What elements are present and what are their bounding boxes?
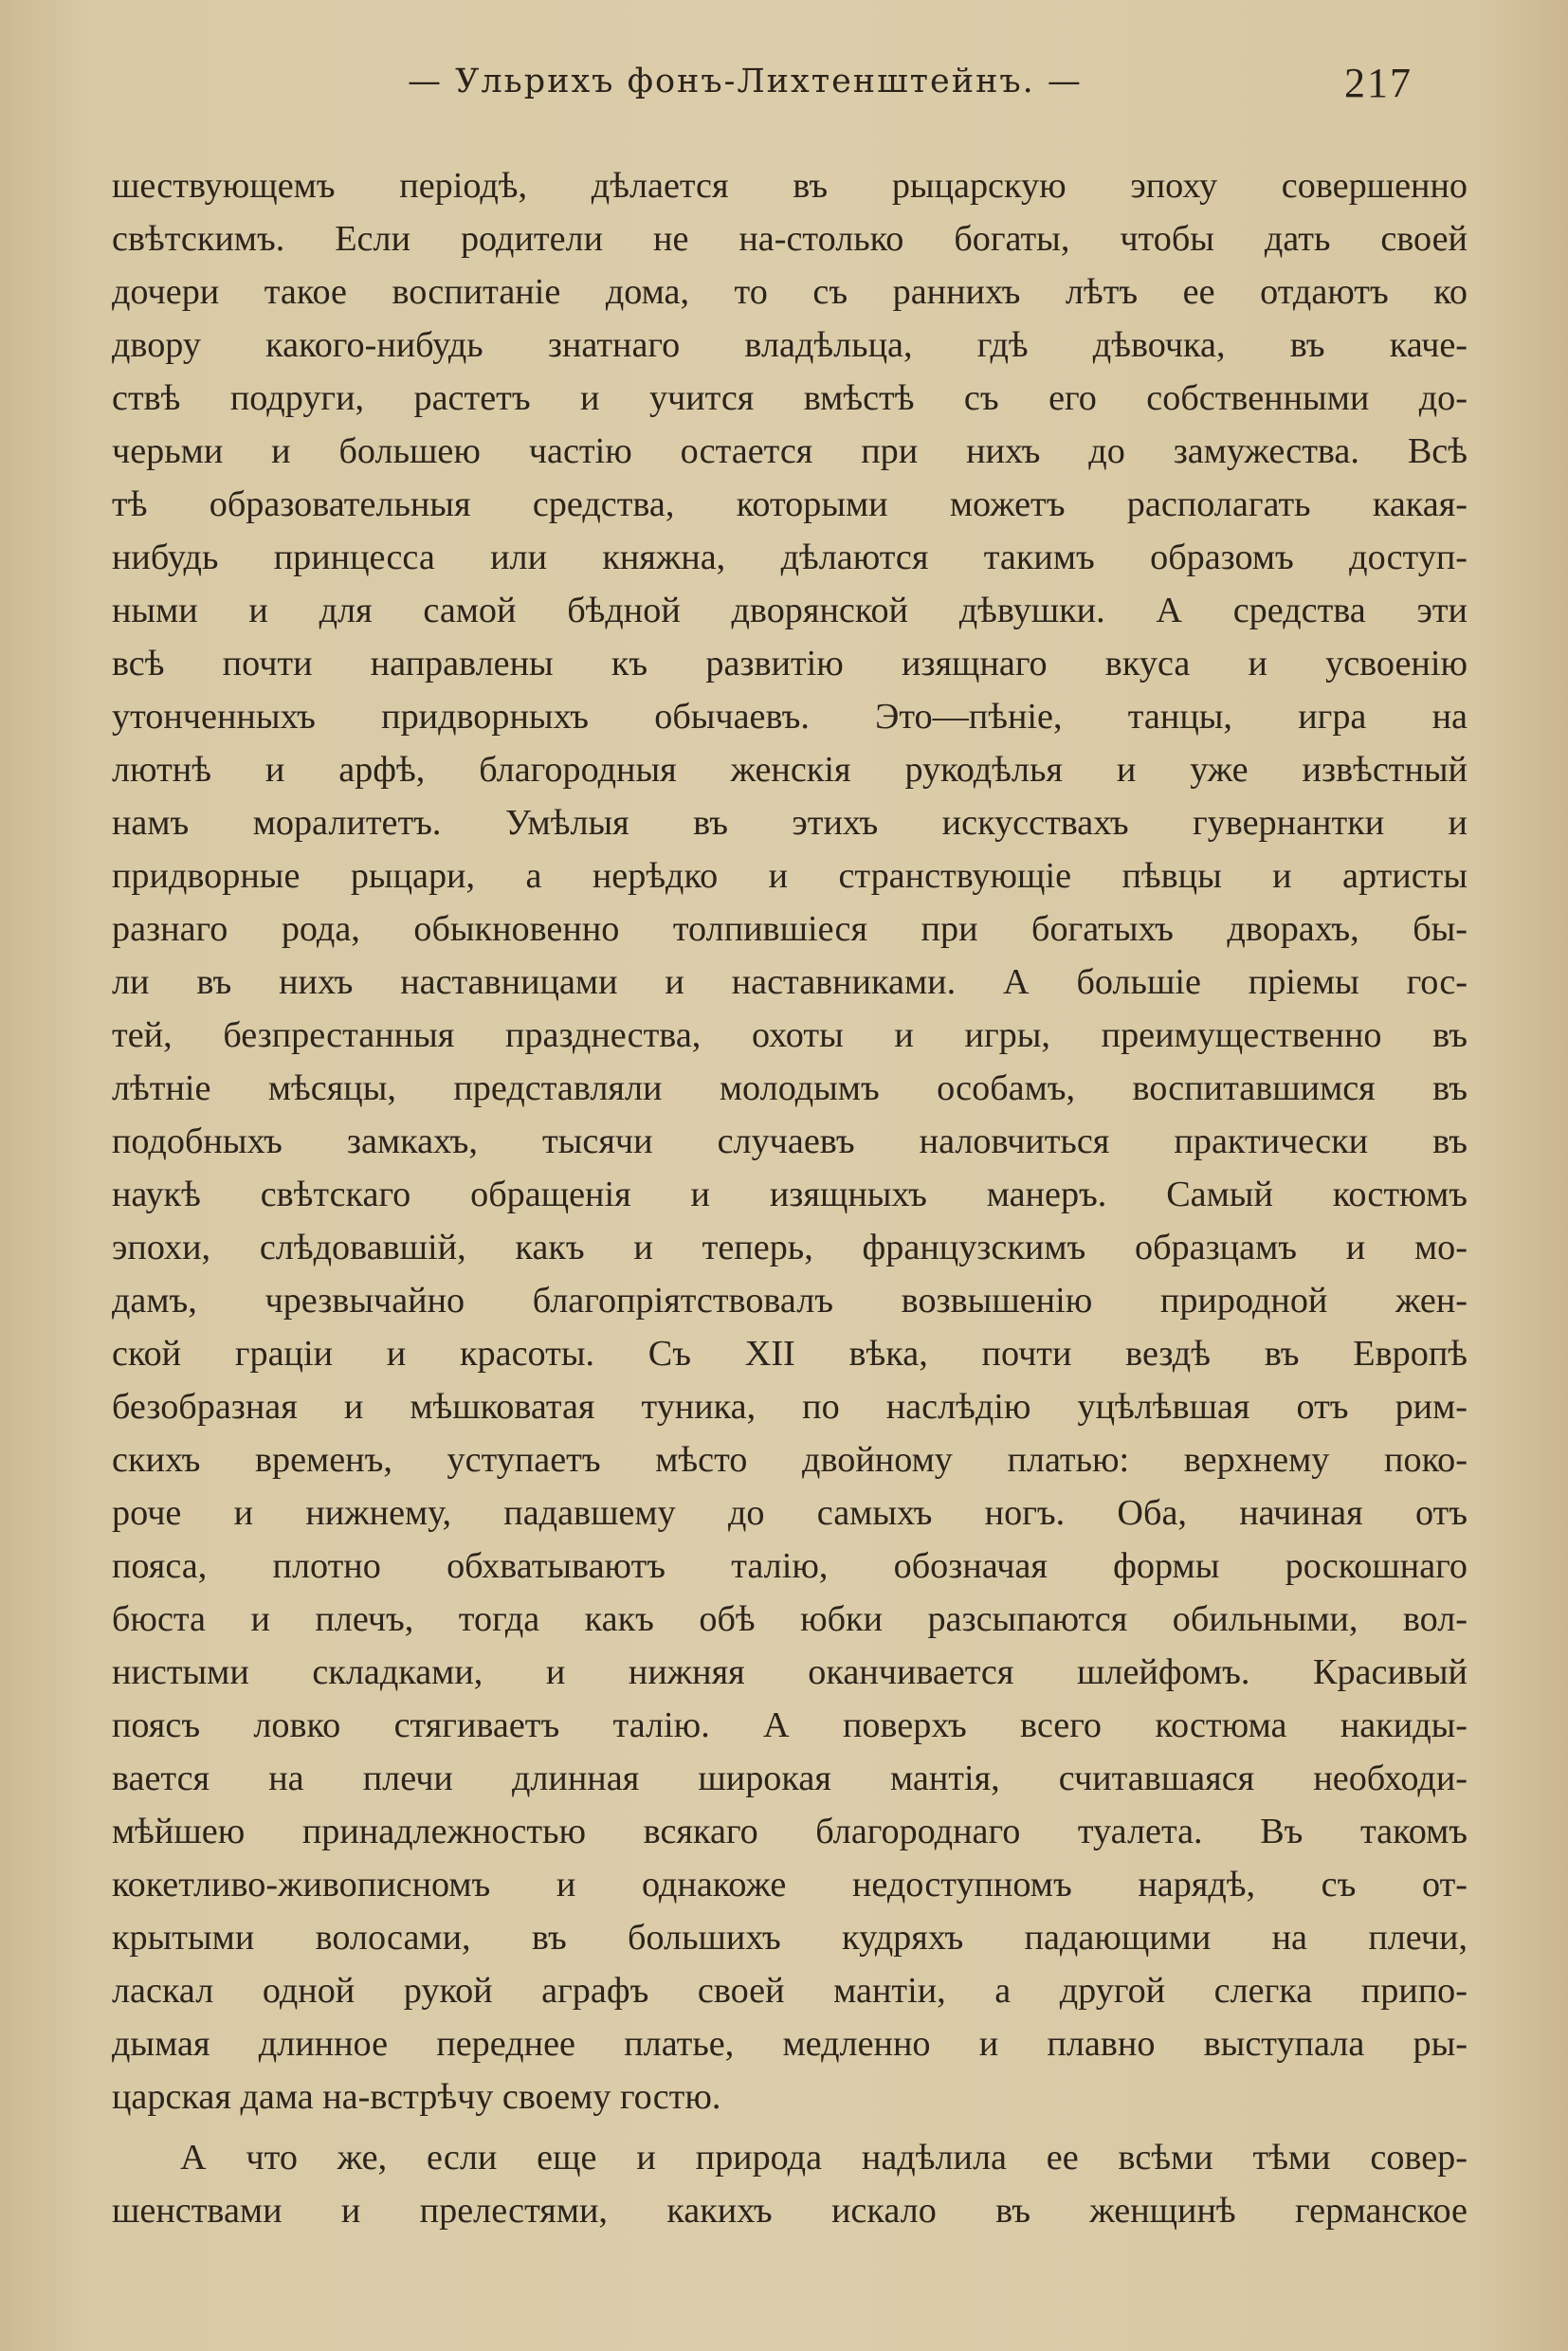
text-line: поясъ ловко стягиваетъ талію. А поверхъ всего костюма накиды- [112,1705,1468,1745]
text-line: кокетливо-живописномъ и однакоже недоступномъ нарядѣ, съ от- [112,1865,1468,1904]
text-line: придворные рыцари, а нерѣдко и странствующіе пѣвцы и артисты [112,856,1468,896]
text-line: лютнѣ и арфѣ, благородныя женскія рукодѣлья и уже извѣстный [112,750,1468,790]
text-line: двору какого-нибудь знатнаго владѣльца, гдѣ дѣвочка, въ каче- [112,325,1468,365]
text-line: ской граціи и красоты. Съ XII вѣка, почти вездѣ въ Европѣ [112,1334,1468,1374]
text-line: вается на плечи длинная широкая мантія, считавшаяся необходи- [112,1759,1468,1798]
text-line: тѣ образовательныя средства, которыми можетъ располагать какая- [112,484,1468,524]
text-line: всѣ почти направлены къ развитію изящнаго вкуса и усвоенію [112,644,1468,683]
paragraph-gap [112,2123,1468,2131]
text-line: скихъ временъ, уступаетъ мѣсто двойному платью: верхнему поко- [112,1440,1468,1480]
running-title: — Ульрихъ фонъ-Лихтенштейнъ. — [408,63,1083,100]
text-line: эпохи, слѣдовавшій, какъ и теперь, французскимъ образцамъ и мо- [112,1228,1468,1267]
text-line: пояса, плотно обхватываютъ талію, обозначая формы роскошнаго [112,1546,1468,1586]
text-line: царская дама на-встрѣчу своему гостю. [112,2077,721,2117]
text-line: дочери такое воспитаніе дома, то съ раннихъ лѣтъ ее отдаютъ ко [112,272,1468,312]
text-line: ли въ нихъ наставницами и наставниками. А большіе пріемы гос- [112,962,1468,1002]
text-line: дымая длинное переднее платье, медленно и плавно выступала ры- [112,2024,1468,2064]
text-line: подобныхъ замкахъ, тысячи случаевъ наловчиться практически въ [112,1121,1468,1161]
text-line: свѣтскимъ. Если родители не на-столько богаты, чтобы дать своей [112,219,1468,259]
text-line: ствѣ подруги, растетъ и учится вмѣстѣ съ его собственными до- [112,378,1468,418]
text-line: А что же, если еще и природа надѣлила ее всѣми тѣми совер- [180,2138,1468,2178]
body-text [112,159,1468,2237]
text-line: наукѣ свѣтскаго обращенія и изящныхъ манеръ. Самый костюмъ [112,1175,1468,1214]
text-line: нибудь принцесса или княжна, дѣлаются такимъ образомъ доступ- [112,538,1468,577]
text-line: намъ моралитетъ. Умѣлыя въ этихъ искусствахъ гувернантки и [112,803,1468,843]
text-line: ласкал одной рукой аграфъ своей мантіи, а другой слегка припо- [112,1971,1468,2011]
text-line: крытыми волосами, въ большихъ кудряхъ падающими на плечи, [112,1918,1468,1958]
text-line: разнаго рода, обыкновенно толпившіеся при богатыхъ дворахъ, бы- [112,909,1468,949]
paragraph [112,2131,1468,2237]
text-line: роче и нижнему, падавшему до самыхъ ногъ. Оба, начиная отъ [112,1493,1468,1533]
text-line: безобразная и мѣшковатая туника, по наслѣдію уцѣлѣвшая отъ рим- [112,1387,1468,1427]
text-line: бюста и плечъ, тогда какъ обѣ юбки разсыпаются обильными, вол- [112,1599,1468,1639]
text-line: мѣйшею принадлежностью всякаго благороднаго туалета. Въ такомъ [112,1812,1468,1851]
page-header [408,59,1413,116]
text-line: дамъ, чрезвычайно благопріятствовалъ возвышенію природной жен- [112,1281,1468,1321]
text-line: нистыми складками, и нижняя оканчивается шлейфомъ. Красивый [112,1652,1468,1692]
text-line: шенствами и прелестями, какихъ искало въ женщинѣ германское [112,2191,1468,2231]
page-number: 217 [1344,60,1413,106]
paragraph [112,159,1468,2123]
text-line: черьми и большею частію остается при нихъ до замужества. Всѣ [112,431,1468,471]
text-line: ными и для самой бѣдной дворянской дѣвушки. А средства эти [112,591,1468,630]
text-line: лѣтніе мѣсяцы, представляли молодымъ особамъ, воспитавшимся въ [112,1068,1468,1108]
text-line: тей, безпрестанныя празднества, охоты и игры, преимущественно въ [112,1015,1468,1055]
text-line: утонченныхъ придворныхъ обычаевъ. Это—пѣніе, танцы, игра на [112,697,1468,737]
text-line: шествующемъ періодѣ, дѣлается въ рыцарскую эпоху совершенно [112,166,1468,206]
